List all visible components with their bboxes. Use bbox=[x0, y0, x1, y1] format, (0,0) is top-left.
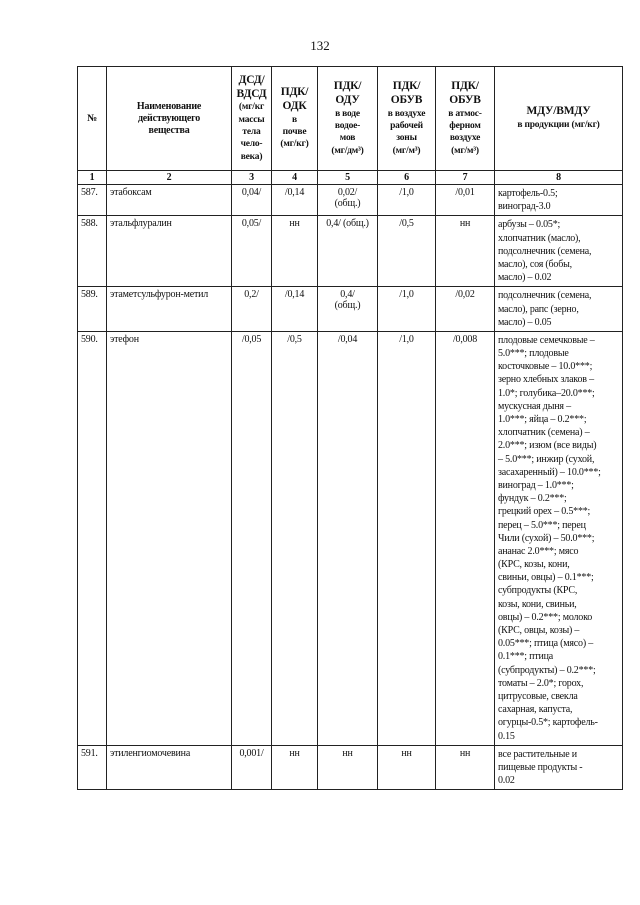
column-number: 5 bbox=[318, 171, 378, 185]
substance-name: этиленгиомочевина bbox=[107, 745, 232, 790]
adi-value: 0,04/ bbox=[232, 185, 272, 216]
column-number-row bbox=[78, 171, 623, 185]
row-number: 591. bbox=[78, 745, 107, 790]
header-mrl: МДУ/ВМДУ в продукции (мг/кг) bbox=[495, 67, 623, 171]
header-adi: ДСД/ ВДСД (мг/кг массы тела чело- века) bbox=[232, 67, 272, 171]
page-number: 132 bbox=[310, 38, 330, 53]
column-number: 7 bbox=[436, 171, 495, 185]
atmospheric-air-value: нн bbox=[436, 745, 495, 790]
atmospheric-air-value: нн bbox=[436, 216, 495, 287]
water-mpc-value: /0,04 bbox=[318, 331, 378, 745]
column-number: 3 bbox=[232, 171, 272, 185]
column-number: 6 bbox=[378, 171, 436, 185]
header-row bbox=[78, 67, 623, 171]
soil-mpc-value: нн bbox=[272, 745, 318, 790]
mrl-value: подсолнечник (семена, масло), рапс (зерно, масло) – 0.05 bbox=[495, 287, 623, 332]
table-row bbox=[78, 216, 623, 287]
adi-value: 0,05/ bbox=[232, 216, 272, 287]
atmospheric-air-value: /0,02 bbox=[436, 287, 495, 332]
workzone-air-value: /1,0 bbox=[378, 287, 436, 332]
soil-mpc-value: /0,14 bbox=[272, 185, 318, 216]
row-number: 590. bbox=[78, 331, 107, 745]
header-soil-mpc: ПДК/ ОДК в почве (мг/кг) bbox=[272, 67, 318, 171]
column-number: 8 bbox=[495, 171, 623, 185]
atmospheric-air-value: /0,008 bbox=[436, 331, 495, 745]
header-atmospheric-air-mpc: ПДК/ ОБУВ в атмос- ферном воздухе (мг/м³) bbox=[436, 67, 495, 171]
soil-mpc-value: /0,14 bbox=[272, 287, 318, 332]
column-number: 2 bbox=[107, 171, 232, 185]
header-workzone-air-mpc: ПДК/ ОБУВ в воздухе рабочей зоны (мг/м³) bbox=[378, 67, 436, 171]
table-row bbox=[78, 331, 623, 745]
substance-name: этальфлуралин bbox=[107, 216, 232, 287]
mrl-value: арбузы – 0.05*; хлопчатник (масло), подсолнечник (семена, масло), соя (бобы, масло) – 0.02 bbox=[495, 216, 623, 287]
header-no: № bbox=[78, 67, 107, 171]
water-mpc-value: нн bbox=[318, 745, 378, 790]
adi-value: /0,05 bbox=[232, 331, 272, 745]
column-number: 4 bbox=[272, 171, 318, 185]
mrl-value: картофель-0.5; виноград-3.0 bbox=[495, 185, 623, 216]
row-number: 588. bbox=[78, 216, 107, 287]
header-water-mpc: ПДК/ ОДУ в воде водое- мов (мг/дм³) bbox=[318, 67, 378, 171]
workzone-air-value: /1,0 bbox=[378, 331, 436, 745]
substance-name: этабоксам bbox=[107, 185, 232, 216]
water-mpc-value: 0,4/ (общ.) bbox=[318, 216, 378, 287]
table-row bbox=[78, 287, 623, 332]
row-number: 589. bbox=[78, 287, 107, 332]
table-row bbox=[78, 745, 623, 790]
adi-value: 0,001/ bbox=[232, 745, 272, 790]
mrl-value: все растительные и пищевые продукты - 0.02 bbox=[495, 745, 623, 790]
header-substance-name: Наименование действующего вещества bbox=[107, 67, 232, 171]
row-number: 587. bbox=[78, 185, 107, 216]
mrl-value: плодовые семечковые – 5.0***; плодовые косточковые – 10.0***; зерно хлебных злаков – 1.0*; голубика–20.0***; мускусная дыня – 1.0***; яйца – 0.2***; хлопчатник (семена) – 2.0***; изюм (все виды) – 5.0***; инжир (сухой, засахаренный) – 10.0***; виноград – 1.0***; фундук – 0.2***; грецкий орех – 0.5***; перец – 5.0***; перец Чили (сухой) – 50.0***; ананас 2.0***; мясо (КРС, козы, кони, свиньи, овцы) – 0.1***; субпродукты (КРС, козы, кони, свиньи, овцы) – 0.2***; молоко (КРС, овцы, козы) – 0.05***; птица (мясо) – 0.1***; птица (субпродукты) – 0.2***; томаты – 2.0*; горох, цитрусовые, свекла сахарная, капуста, огурцы-0.5*; картофель- 0.15 bbox=[495, 331, 623, 745]
soil-mpc-value: нн bbox=[272, 216, 318, 287]
workzone-air-value: нн bbox=[378, 745, 436, 790]
substance-name: этефон bbox=[107, 331, 232, 745]
workzone-air-value: /0,5 bbox=[378, 216, 436, 287]
column-number: 1 bbox=[78, 171, 107, 185]
substance-name: этаметсульфурон-метил bbox=[107, 287, 232, 332]
water-mpc-value: 0,02/ (общ.) bbox=[318, 185, 378, 216]
atmospheric-air-value: /0,01 bbox=[436, 185, 495, 216]
workzone-air-value: /1,0 bbox=[378, 185, 436, 216]
pesticide-standards-table bbox=[77, 66, 623, 790]
table-row bbox=[78, 185, 623, 216]
soil-mpc-value: /0,5 bbox=[272, 331, 318, 745]
adi-value: 0,2/ bbox=[232, 287, 272, 332]
water-mpc-value: 0,4/ (общ.) bbox=[318, 287, 378, 332]
